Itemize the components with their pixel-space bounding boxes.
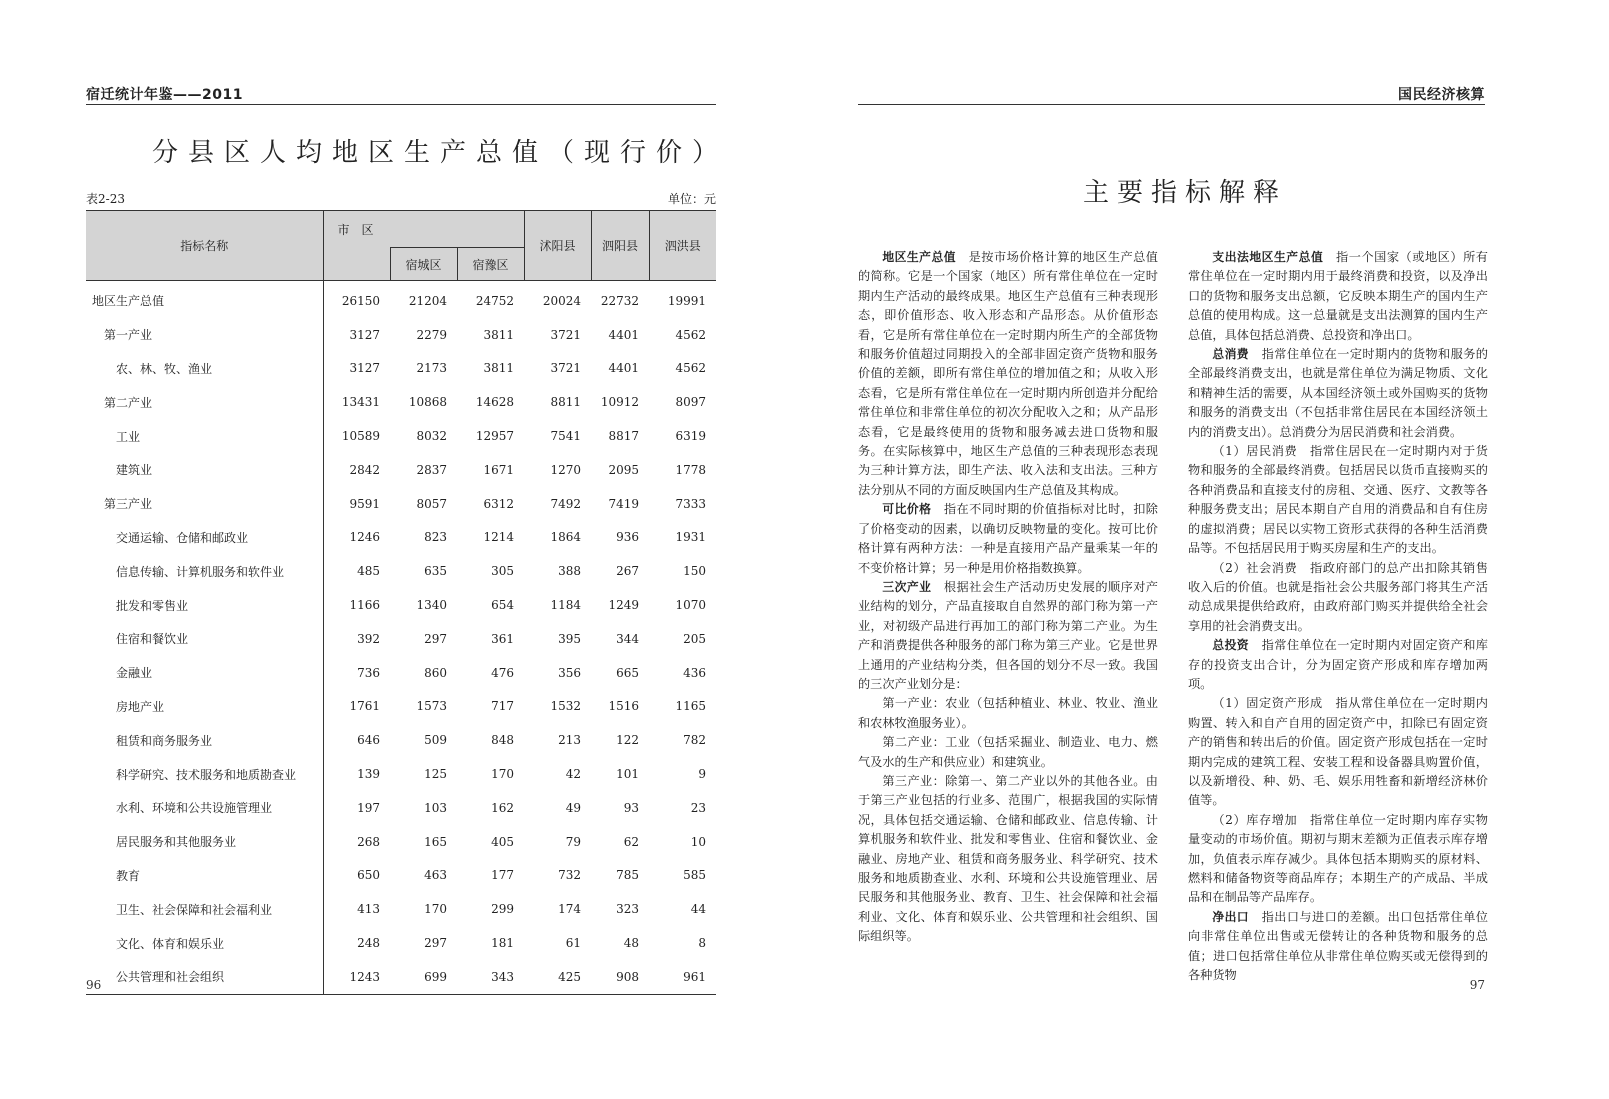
table-row <box>86 757 716 791</box>
row-indicator-name: 教育 <box>86 859 323 893</box>
row-value-cell: 2842 <box>349 462 380 477</box>
row-value-cell: 205 <box>683 631 707 646</box>
row-value-cell: 785 <box>616 868 640 883</box>
row-value-cell: 14628 <box>475 395 515 410</box>
paragraph-text: 第二产业：工业（包括采掘业、制造业、电力、燃气及水的生产和供应业）和建筑业。 <box>858 735 1158 769</box>
table-row <box>86 352 716 386</box>
row-value-cell: 297 <box>424 936 448 951</box>
row-value-cell: 646 <box>357 733 380 748</box>
table-row <box>86 487 716 521</box>
row-value-cell: 2095 <box>608 462 640 477</box>
row-value-cell: 19991 <box>667 293 707 308</box>
running-head-right: 国民经济核算 <box>1398 87 1485 103</box>
text-column-2 <box>1188 248 1488 985</box>
table-row <box>86 419 716 453</box>
row-indicator-name: 建筑业 <box>86 453 323 487</box>
paragraph-text: 根据社会生产活动历史发展的顺序对产业结构的划分，产品直接取自自然界的部门称为第一产业，对初级产品进行再加工的部门称为第二产业。为生产和消费提供各种服务的部门称为第三产业。它是世界上通用的产业结构分类，但各国的划分不尽一致。我国的三次产业划分是： <box>858 579 1158 691</box>
row-indicator-name: 卫生、社会保障和社会福利业 <box>86 892 323 926</box>
row-value-cell: 125 <box>424 767 448 782</box>
row-value-cell: 463 <box>424 868 448 883</box>
table-row <box>86 281 716 318</box>
row-value-cell: 936 <box>616 530 640 545</box>
row-value-cell: 20024 <box>542 293 582 308</box>
indicator-term: 支出法地区生产总值 <box>1212 250 1324 264</box>
row-value-cell: 48 <box>623 936 640 951</box>
table-row <box>86 825 716 859</box>
row-value-cell: 732 <box>558 868 582 883</box>
row-value-cell: 79 <box>565 834 582 849</box>
row-value-cell: 13431 <box>341 395 380 410</box>
table-row <box>86 960 716 994</box>
row-value-cell: 8817 <box>608 429 640 444</box>
row-value-cell: 4401 <box>608 327 640 342</box>
row-value-cell: 717 <box>491 699 515 714</box>
row-value-cell: 181 <box>491 936 515 951</box>
paragraph <box>1188 694 1488 810</box>
row-value-cell: 3721 <box>550 361 582 376</box>
table-row <box>86 723 716 757</box>
row-value-cell: 413 <box>357 902 380 917</box>
text-column-1 <box>858 248 1158 947</box>
row-value-cell: 7419 <box>608 496 640 511</box>
row-value-cell: 10589 <box>341 429 380 444</box>
row-value-cell: 1165 <box>675 699 707 714</box>
row-value-cell: 101 <box>616 767 640 782</box>
row-indicator-name: 房地产业 <box>86 690 323 724</box>
row-value-cell: 361 <box>491 631 515 646</box>
left-page <box>0 0 800 1099</box>
header-siyang: 泗阳县 <box>591 211 649 281</box>
row-value-cell: 2279 <box>416 327 448 342</box>
row-indicator-name: 第二产业 <box>86 385 323 419</box>
right-page <box>800 0 1609 1099</box>
row-value-cell: 162 <box>491 800 515 815</box>
row-value-cell: 344 <box>616 631 640 646</box>
table-row <box>86 892 716 926</box>
row-value-cell: 1761 <box>349 699 380 714</box>
row-value-cell: 1249 <box>608 598 640 613</box>
row-indicator-name: 第一产业 <box>86 318 323 352</box>
indicator-term: 地区生产总值 <box>882 250 956 264</box>
row-value-cell: 8057 <box>416 496 448 511</box>
row-value-cell: 8 <box>698 936 707 951</box>
row-value-cell: 7333 <box>675 496 707 511</box>
table-row <box>86 554 716 588</box>
row-value-cell: 1214 <box>483 530 515 545</box>
row-value-cell: 7541 <box>550 429 582 444</box>
row-value-cell: 297 <box>424 631 448 646</box>
row-value-cell: 213 <box>558 733 582 748</box>
row-value-cell: 392 <box>357 631 380 646</box>
row-value-cell: 3127 <box>349 361 380 376</box>
header-city-sub-blank <box>323 248 390 281</box>
header-sihong: 泗洪县 <box>649 211 716 281</box>
running-head-left: 宿迁统计年鉴——2011 <box>86 87 243 103</box>
paragraph-text: 指常住单位在一定时期内对固定资产和库存的投资支出合计，分为固定资产形成和库存增加两项。 <box>1188 638 1488 691</box>
row-value-cell: 10912 <box>600 395 640 410</box>
row-value-cell: 848 <box>491 733 515 748</box>
row-indicator-name: 公共管理和社会组织 <box>86 960 323 994</box>
table-number: 表2-23 <box>86 192 125 206</box>
table-body <box>86 281 716 995</box>
table-row <box>86 656 716 690</box>
row-value-cell: 23 <box>690 800 707 815</box>
paragraph <box>1188 248 1488 345</box>
row-value-cell: 24752 <box>475 293 515 308</box>
row-value-cell: 2173 <box>416 361 448 376</box>
row-value-cell: 139 <box>357 767 380 782</box>
row-value-cell: 44 <box>690 902 707 917</box>
row-value-cell: 961 <box>649 960 716 994</box>
page-number-left: 96 <box>86 978 102 992</box>
paragraph <box>858 500 1158 578</box>
row-value-cell: 8097 <box>675 395 707 410</box>
row-value-cell: 1184 <box>550 598 582 613</box>
row-value-cell: 26150 <box>341 293 380 308</box>
row-value-cell: 1070 <box>675 598 707 613</box>
paragraph-text: 指出口与进口的差额。出口包括常住单位向非常住单位出售或无偿转让的各种货物和服务的总值；进口包括常住单位从非常住单位购买或无偿得到的各种货物 <box>1188 909 1488 983</box>
table-title: 分县区人均地区生产总值（现行价） <box>152 138 729 168</box>
paragraph <box>1188 559 1488 637</box>
table-row <box>86 791 716 825</box>
paragraph <box>858 248 1158 500</box>
row-value-cell: 49 <box>565 800 582 815</box>
row-value-cell: 908 <box>591 960 649 994</box>
row-value-cell: 62 <box>623 834 640 849</box>
row-value-cell: 4562 <box>675 361 707 376</box>
row-indicator-name: 科学研究、技术服务和地质勘查业 <box>86 757 323 791</box>
row-value-cell: 174 <box>558 902 582 917</box>
row-value-cell: 405 <box>491 834 515 849</box>
row-value-cell: 635 <box>424 564 448 579</box>
row-value-cell: 699 <box>390 960 457 994</box>
indicator-term: 可比价格 <box>882 502 932 517</box>
row-value-cell: 42 <box>565 767 582 782</box>
row-indicator-name: 工业 <box>86 419 323 453</box>
row-value-cell: 22732 <box>600 293 640 308</box>
row-value-cell: 395 <box>558 631 582 646</box>
row-value-cell: 8811 <box>550 395 582 410</box>
row-value-cell: 170 <box>491 767 515 782</box>
row-value-cell: 782 <box>683 733 707 748</box>
row-value-cell: 3811 <box>483 361 515 376</box>
paragraph <box>858 578 1158 694</box>
table-row <box>86 453 716 487</box>
row-value-cell: 1931 <box>675 530 707 545</box>
row-value-cell: 1246 <box>349 530 380 545</box>
paragraph-text: （2）社会消费 指政府部门的总产出扣除其销售收入后的价值。也就是指社会公共服务部门将其生产活动总成果提供给政府，由政府部门购买并提供给全社会享用的社会消费支出。 <box>1188 560 1488 633</box>
paragraph <box>1188 636 1488 694</box>
row-value-cell: 665 <box>616 665 640 680</box>
table-header <box>86 211 716 281</box>
paragraph <box>858 694 1158 733</box>
table-row <box>86 690 716 724</box>
header-blank <box>457 211 524 248</box>
paragraph-text: 第三产业：除第一、第二产业以外的其他各业。由于第三产业包括的行业多、范围广，根据我国的实际情况，具体包括交通运输、仓储和邮政业、信息传输、计算机服务和软件业、批发和零售业、住宿和餐饮业、金融业、房地产业、租赁和商务服务业、科学研究、技术服务和地质勘查业、水利、环境和公共设施管理业、居民服务和其他服务业、教育、卫生、社会保障和社会福利业、文化、体育和娱乐业、公共管理和社会组织、国际组织等。 <box>858 773 1158 944</box>
header-shuyang: 沭阳县 <box>524 211 591 281</box>
row-value-cell: 3127 <box>349 327 380 342</box>
row-value-cell: 736 <box>357 665 380 680</box>
header-rule-left <box>86 104 716 105</box>
row-value-cell: 9 <box>698 767 707 782</box>
row-indicator-name: 交通运输、仓储和邮政业 <box>86 521 323 555</box>
table-row <box>86 521 716 555</box>
row-value-cell: 150 <box>683 564 707 579</box>
table-row <box>86 859 716 893</box>
row-value-cell: 1864 <box>550 530 582 545</box>
table-unit: 单位：元 <box>667 192 716 206</box>
indicator-term: 三次产业 <box>882 579 932 594</box>
table-row <box>86 318 716 352</box>
paragraph <box>1188 345 1488 442</box>
row-value-cell: 170 <box>424 902 448 917</box>
indicator-term: 净出口 <box>1212 909 1250 924</box>
row-value-cell: 650 <box>357 868 380 883</box>
row-value-cell: 268 <box>357 834 380 849</box>
row-value-cell: 509 <box>424 733 448 748</box>
paragraph-text: 指一个国家（或地区）所有常住单位在一定时期内用于最终消费和投资，以及净出口的货物和服务支出总额，它反映本期生产的国内生产总值的使用构成。这一总量就是支出法测算的国内生产总值，具体包括总消费、总投资和净出口。 <box>1188 250 1488 342</box>
row-value-cell: 177 <box>491 868 515 883</box>
header-suyu: 宿豫区 <box>457 248 524 281</box>
paragraph <box>1188 811 1488 908</box>
row-value-cell: 10 <box>690 834 707 849</box>
paragraph-text: 是按市场价格计算的地区生产总值的简称。它是一个国家（地区）所有常住单位在一定时期内生产活动的最终成果。地区生产总值有三种表现形态，即价值形态、收入形态和产品形态。从价值形态看，它是所有常住单位在一定时期内所生产的全部货物和服务价值超过同期投入的全部非固定资产货物和服务价值的差额，即所有常住单位的增加值之和；从收入形态看，它是所有常住单位在一定时期内所创造并分配给常住单位和非常住单位的初次分配收入之和；从产品形态看，它是最终使用的货物和服务减去进口货物和服务。在实际核算中，地区生产总值的三种表现形态表现为三种计算方法，即生产法、收入法和支出法。三种方法分别从不同的方面反映国内生产总值及其构成。 <box>858 250 1158 497</box>
row-value-cell: 122 <box>616 733 640 748</box>
row-value-cell: 248 <box>357 936 380 951</box>
row-value-cell: 436 <box>683 665 707 680</box>
row-value-cell: 823 <box>424 530 448 545</box>
row-value-cell: 1532 <box>550 699 582 714</box>
indicator-term: 总投资 <box>1212 638 1250 653</box>
row-value-cell: 103 <box>424 800 448 815</box>
row-value-cell: 3721 <box>550 327 582 342</box>
section-title: 主要指标解释 <box>1083 178 1288 208</box>
row-value-cell: 6319 <box>675 429 707 444</box>
row-value-cell: 654 <box>491 598 515 613</box>
row-value-cell: 388 <box>558 564 582 579</box>
paragraph-text: 第一产业：农业（包括种植业、林业、牧业、渔业和农林牧渔服务业）。 <box>858 696 1158 730</box>
row-indicator-name: 金融业 <box>86 656 323 690</box>
row-value-cell: 585 <box>683 868 707 883</box>
row-value-cell: 8032 <box>416 429 448 444</box>
row-value-cell: 1340 <box>416 598 448 613</box>
paragraph-text: （2）库存增加 指常住单位一定时期内库存实物量变动的市场价值。期初与期末差额为正值表示库存增加，负值表示库存减少。具体包括本期购买的原材料、燃料和储备物资等商品库存；本期生产的产成品、半成品和在制品等产品库存。 <box>1188 812 1488 905</box>
row-value-cell: 323 <box>616 902 640 917</box>
table-row <box>86 588 716 622</box>
row-indicator-name: 租赁和商务服务业 <box>86 723 323 757</box>
header-indicator-name: 指标名称 <box>86 211 323 281</box>
row-value-cell: 356 <box>558 665 582 680</box>
row-value-cell: 267 <box>616 564 640 579</box>
row-value-cell: 1671 <box>483 462 515 477</box>
paragraph <box>858 772 1158 947</box>
row-value-cell: 4562 <box>675 327 707 342</box>
row-value-cell: 425 <box>524 960 591 994</box>
row-indicator-name: 批发和零售业 <box>86 588 323 622</box>
row-value-cell: 1270 <box>550 462 582 477</box>
table-row <box>86 926 716 960</box>
paragraph <box>1188 442 1488 558</box>
table-row <box>86 622 716 656</box>
statistics-table <box>86 210 716 995</box>
row-value-cell: 93 <box>623 800 640 815</box>
row-indicator-name: 居民服务和其他服务业 <box>86 825 323 859</box>
row-indicator-name: 地区生产总值 <box>86 281 323 318</box>
paragraph-text: （1）固定资产形成 指从常住单位在一定时期内购置、转入和自产自用的固定资产中，扣除已有固定资产的销售和转出后的价值。固定资产形成包括在一定时期内完成的建筑工程、安装工程和设备器具购置价值，以及新增役、种、奶、毛、娱乐用牲畜和新增经济林价值等。 <box>1188 696 1488 808</box>
row-value-cell: 1166 <box>349 598 380 613</box>
row-value-cell: 485 <box>357 564 380 579</box>
header-sucheng: 宿城区 <box>390 248 457 281</box>
row-indicator-name: 信息传输、计算机服务和软件业 <box>86 554 323 588</box>
paragraph <box>1188 908 1488 986</box>
paragraph-text: （1）居民消费 指常住居民在一定时期内对于货物和服务的全部最终消费。包括居民以货币直接购买的各种消费品和直接支付的房租、交通、医疗、文教等各种服务费支出；居民本期自产自用的消费品和自有住房的虚拟消费；居民以实物工资形式获得的各种生活消费品等。不包括居民用于购买房屋和生产的支出。 <box>1188 444 1488 556</box>
row-value-cell: 1243 <box>323 960 390 994</box>
row-value-cell: 197 <box>357 800 380 815</box>
row-value-cell: 10868 <box>408 395 448 410</box>
row-value-cell: 476 <box>491 665 515 680</box>
row-value-cell: 6312 <box>483 496 515 511</box>
row-indicator-name: 文化、体育和娱乐业 <box>86 926 323 960</box>
table-row <box>86 385 716 419</box>
row-value-cell: 61 <box>565 936 582 951</box>
row-value-cell: 7492 <box>550 496 582 511</box>
row-value-cell: 1573 <box>416 699 448 714</box>
row-value-cell: 343 <box>457 960 524 994</box>
row-value-cell: 12957 <box>475 429 515 444</box>
row-indicator-name: 水利、环境和公共设施管理业 <box>86 791 323 825</box>
row-indicator-name: 农、林、牧、渔业 <box>86 352 323 386</box>
row-value-cell: 3811 <box>483 327 515 342</box>
paragraph-text: 指常住单位在一定时期内的货物和服务的全部最终消费支出，也就是常住单位为满足物质、文化和精神生活的需要，从本国经济领土或外国购买的货物和服务的消费支出（不包括非常住居民在本国经济领土内的消费支出）。总消费分为居民消费和社会消费。 <box>1188 347 1488 439</box>
indicator-term: 总消费 <box>1212 347 1250 362</box>
paragraph <box>858 733 1158 772</box>
paragraph-text: 指在不同时期的价值指标对比时，扣除了价格变动的因素，以确切反映物量的变化。按可比价格计算有两种方法：一种是直接用产品产量乘某一年的不变价格计算；另一种是用价格指数换算。 <box>858 502 1158 575</box>
row-value-cell: 305 <box>491 564 515 579</box>
row-value-cell: 2837 <box>416 462 448 477</box>
row-indicator-name: 住宿和餐饮业 <box>86 622 323 656</box>
row-value-cell: 4401 <box>608 361 640 376</box>
page-number-right: 97 <box>1469 978 1485 992</box>
row-value-cell: 9591 <box>349 496 380 511</box>
header-city-district: 市 区 <box>323 211 457 248</box>
row-value-cell: 299 <box>491 902 515 917</box>
row-value-cell: 21204 <box>408 293 448 308</box>
row-value-cell: 1516 <box>608 699 640 714</box>
row-value-cell: 860 <box>424 665 448 680</box>
row-value-cell: 1778 <box>675 462 707 477</box>
row-indicator-name: 第三产业 <box>86 487 323 521</box>
row-value-cell: 165 <box>424 834 448 849</box>
header-rule-right <box>858 104 1485 105</box>
